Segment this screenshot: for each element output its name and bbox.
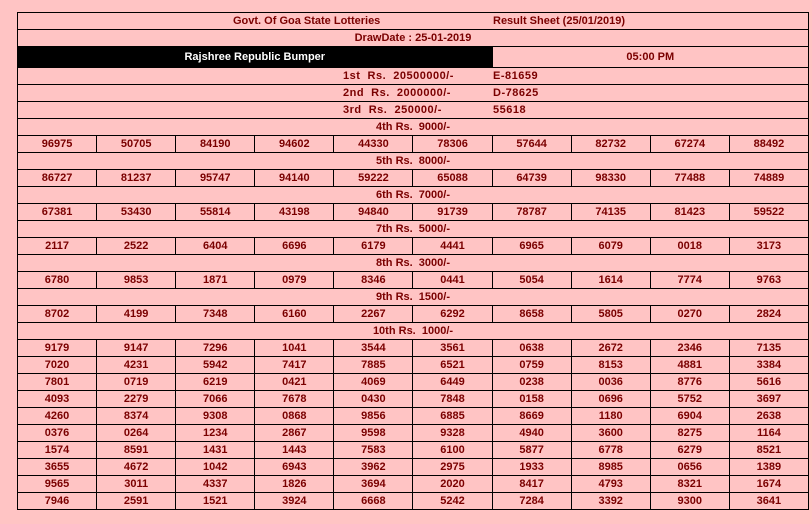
winning-number: 7678 <box>255 391 334 408</box>
winning-number: 8702 <box>18 306 97 323</box>
winning-number: 3544 <box>334 340 413 357</box>
winning-number: 9856 <box>334 408 413 425</box>
winning-number: 0441 <box>413 272 492 289</box>
winning-number: 2824 <box>729 306 808 323</box>
winning-number: 7284 <box>492 493 571 510</box>
winning-number: 4260 <box>18 408 97 425</box>
winning-number: 0270 <box>650 306 729 323</box>
winning-number: 6079 <box>571 238 650 255</box>
winning-number: 2638 <box>729 408 808 425</box>
prize-amount: Rs. 9000/- <box>395 121 450 133</box>
winning-number: 0868 <box>255 408 334 425</box>
winning-number: 0430 <box>334 391 413 408</box>
winning-number: 0018 <box>650 238 729 255</box>
draw-time: 05:00 PM <box>492 47 808 68</box>
prize-amount: Rs. 5000/- <box>395 223 450 235</box>
winning-number: 0696 <box>571 391 650 408</box>
winning-number: 1521 <box>176 493 255 510</box>
winning-number: 9763 <box>729 272 808 289</box>
winning-number: 4231 <box>97 357 176 374</box>
winning-number: 8669 <box>492 408 571 425</box>
number-row <box>18 170 809 187</box>
lottery-name: Rajshree Republic Bumper <box>18 47 493 68</box>
winning-number: 81423 <box>650 204 729 221</box>
winning-number: 8985 <box>571 459 650 476</box>
winning-number: 6943 <box>255 459 334 476</box>
winning-number: 8321 <box>650 476 729 493</box>
winning-number: 6778 <box>571 442 650 459</box>
winning-number: 5877 <box>492 442 571 459</box>
prize-label: 3rd Rs. 250000/- <box>343 104 442 116</box>
winning-number: 8521 <box>729 442 808 459</box>
winning-number: 77488 <box>650 170 729 187</box>
prize-header-row <box>18 255 809 272</box>
org-title: Govt. Of Goa State Lotteries <box>233 15 381 27</box>
winning-number: 0238 <box>492 374 571 391</box>
winning-number: 2522 <box>97 238 176 255</box>
winning-number: 9565 <box>18 476 97 493</box>
winning-number: 6279 <box>650 442 729 459</box>
prize-label: 2nd Rs. 2000000/- <box>343 87 451 99</box>
top-prize-row <box>18 85 809 102</box>
draw-date-row <box>18 30 809 47</box>
winning-number: 2672 <box>571 340 650 357</box>
winning-number: 86727 <box>18 170 97 187</box>
winning-number: 0158 <box>492 391 571 408</box>
prize-header-row <box>18 323 809 340</box>
prize-rank: 4th <box>376 121 393 133</box>
number-row <box>18 442 809 459</box>
winning-number: 8275 <box>650 425 729 442</box>
winning-number: 74135 <box>571 204 650 221</box>
prize-amount: Rs. 1500/- <box>395 291 450 303</box>
winning-number: 8374 <box>97 408 176 425</box>
winning-number: 0719 <box>97 374 176 391</box>
winning-number: 2867 <box>255 425 334 442</box>
winning-number: 6965 <box>492 238 571 255</box>
header-cell <box>18 13 809 30</box>
winning-number: 6160 <box>255 306 334 323</box>
winning-number: 95747 <box>176 170 255 187</box>
winning-number: 9147 <box>97 340 176 357</box>
prize-rank: 10th <box>372 325 396 337</box>
winning-number: 84190 <box>176 136 255 153</box>
winning-number: 1041 <box>255 340 334 357</box>
winning-number: 94602 <box>255 136 334 153</box>
winning-number: 1933 <box>492 459 571 476</box>
winning-number: 0421 <box>255 374 334 391</box>
winning-number: 57644 <box>492 136 571 153</box>
winning-number: 9853 <box>97 272 176 289</box>
winning-number: 7020 <box>18 357 97 374</box>
prize-rank: 7th <box>376 223 393 235</box>
winning-number: 67381 <box>18 204 97 221</box>
prize-header-row <box>18 289 809 306</box>
winning-number: 2267 <box>334 306 413 323</box>
winning-number: 0036 <box>571 374 650 391</box>
prize-header-cell <box>18 153 809 170</box>
number-row <box>18 306 809 323</box>
winning-number: 6904 <box>650 408 729 425</box>
winning-number: 59522 <box>729 204 808 221</box>
number-row <box>18 493 809 510</box>
winning-number: 1614 <box>571 272 650 289</box>
top-prize-row <box>18 102 809 119</box>
winning-number: 4793 <box>571 476 650 493</box>
winning-number: 6885 <box>413 408 492 425</box>
top-prize-cell <box>18 68 809 85</box>
winning-number: 3962 <box>334 459 413 476</box>
winning-number: 0759 <box>492 357 571 374</box>
winning-number: 2117 <box>18 238 97 255</box>
winning-number: 7348 <box>176 306 255 323</box>
prize-header-row <box>18 119 809 136</box>
winning-number: 2279 <box>97 391 176 408</box>
winning-number: E-81659 <box>493 70 539 82</box>
number-row <box>18 408 809 425</box>
winning-number: 1389 <box>729 459 808 476</box>
winning-number: 55618 <box>493 104 527 116</box>
number-row <box>18 204 809 221</box>
winning-number: 3561 <box>413 340 492 357</box>
sheet-title: Result Sheet (25/01/2019) <box>493 15 626 27</box>
prize-header-cell <box>18 323 809 340</box>
winning-number: 6449 <box>413 374 492 391</box>
prize-amount: Rs. 3000/- <box>395 257 450 269</box>
winning-number: 8153 <box>571 357 650 374</box>
winning-number: 3384 <box>729 357 808 374</box>
winning-number: 4069 <box>334 374 413 391</box>
winning-number: 82732 <box>571 136 650 153</box>
winning-number: 6292 <box>413 306 492 323</box>
winning-number: 6179 <box>334 238 413 255</box>
winning-number: 8417 <box>492 476 571 493</box>
winning-number: 5805 <box>571 306 650 323</box>
number-row <box>18 476 809 493</box>
top-prize-cell <box>18 102 809 119</box>
winning-number: 2346 <box>650 340 729 357</box>
winning-number: 4199 <box>97 306 176 323</box>
prize-amount: Rs. 8000/- <box>395 155 450 167</box>
prize-amount: Rs. 7000/- <box>395 189 450 201</box>
winning-number: 0376 <box>18 425 97 442</box>
winning-number: 6219 <box>176 374 255 391</box>
winning-number: 6404 <box>176 238 255 255</box>
winning-number: 4940 <box>492 425 571 442</box>
winning-number: 64739 <box>492 170 571 187</box>
winning-number: 94840 <box>334 204 413 221</box>
winning-number: 53430 <box>97 204 176 221</box>
winning-number: 5616 <box>729 374 808 391</box>
result-sheet-table <box>17 12 809 510</box>
winning-number: 4672 <box>97 459 176 476</box>
prize-header-cell <box>18 221 809 238</box>
number-row <box>18 459 809 476</box>
winning-number: 88492 <box>729 136 808 153</box>
winning-number: 78787 <box>492 204 571 221</box>
winning-number: 7801 <box>18 374 97 391</box>
prize-header-row <box>18 153 809 170</box>
winning-number: 1234 <box>176 425 255 442</box>
winning-number: 9598 <box>334 425 413 442</box>
winning-number: 96975 <box>18 136 97 153</box>
winning-number: 2020 <box>413 476 492 493</box>
result-sheet-body <box>18 13 809 510</box>
number-row <box>18 357 809 374</box>
winning-number: 81237 <box>97 170 176 187</box>
winning-number: D-78625 <box>493 87 539 99</box>
winning-number: 7583 <box>334 442 413 459</box>
number-row <box>18 272 809 289</box>
winning-number: 9179 <box>18 340 97 357</box>
winning-number: 43198 <box>255 204 334 221</box>
winning-number: 5942 <box>176 357 255 374</box>
winning-number: 7296 <box>176 340 255 357</box>
winning-number: 4881 <box>650 357 729 374</box>
number-row <box>18 391 809 408</box>
winning-number: 1180 <box>571 408 650 425</box>
prize-header-row <box>18 221 809 238</box>
winning-number: 1164 <box>729 425 808 442</box>
winning-number: 3600 <box>571 425 650 442</box>
prize-rank: 8th <box>376 257 393 269</box>
winning-number: 5242 <box>413 493 492 510</box>
winning-number: 5054 <box>492 272 571 289</box>
number-row <box>18 136 809 153</box>
prize-label: 1st Rs. 20500000/- <box>343 70 454 82</box>
winning-number: 8658 <box>492 306 571 323</box>
winning-number: 7885 <box>334 357 413 374</box>
winning-number: 8591 <box>97 442 176 459</box>
prize-header-cell <box>18 187 809 204</box>
winning-number: 8346 <box>334 272 413 289</box>
winning-number: 0979 <box>255 272 334 289</box>
winning-number: 2975 <box>413 459 492 476</box>
winning-number: 3392 <box>571 493 650 510</box>
winning-number: 6780 <box>18 272 97 289</box>
prize-rank: 6th <box>376 189 393 201</box>
winning-number: 3694 <box>334 476 413 493</box>
top-prize-row <box>18 68 809 85</box>
winning-number: 1871 <box>176 272 255 289</box>
winning-number: 7135 <box>729 340 808 357</box>
winning-number: 8776 <box>650 374 729 391</box>
winning-number: 4337 <box>176 476 255 493</box>
winning-number: 55814 <box>176 204 255 221</box>
winning-number: 9300 <box>650 493 729 510</box>
winning-number: 3011 <box>97 476 176 493</box>
winning-number: 0638 <box>492 340 571 357</box>
winning-number: 7774 <box>650 272 729 289</box>
prize-header-cell <box>18 255 809 272</box>
winning-number: 6668 <box>334 493 413 510</box>
winning-number: 2591 <box>97 493 176 510</box>
number-row <box>18 238 809 255</box>
winning-number: 7417 <box>255 357 334 374</box>
winning-number: 3697 <box>729 391 808 408</box>
winning-number: 50705 <box>97 136 176 153</box>
prize-amount: Rs. 1000/- <box>398 325 454 337</box>
winning-number: 1042 <box>176 459 255 476</box>
winning-number: 7848 <box>413 391 492 408</box>
winning-number: 7946 <box>18 493 97 510</box>
winning-number: 9328 <box>413 425 492 442</box>
winning-number: 1431 <box>176 442 255 459</box>
winning-number: 74889 <box>729 170 808 187</box>
winning-number: 44330 <box>334 136 413 153</box>
winning-number: 1674 <box>729 476 808 493</box>
winning-number: 6521 <box>413 357 492 374</box>
winning-number: 9308 <box>176 408 255 425</box>
winning-number: 67274 <box>650 136 729 153</box>
winning-number: 3173 <box>729 238 808 255</box>
winning-number: 3655 <box>18 459 97 476</box>
prize-header-row <box>18 187 809 204</box>
winning-number: 98330 <box>571 170 650 187</box>
winning-number: 0656 <box>650 459 729 476</box>
winning-number: 91739 <box>413 204 492 221</box>
winning-number: 5752 <box>650 391 729 408</box>
prize-rank: 5th <box>376 155 393 167</box>
lottery-title-row <box>18 47 809 68</box>
header-row <box>18 13 809 30</box>
prize-header-cell <box>18 119 809 136</box>
number-row <box>18 425 809 442</box>
prize-rank: 9th <box>376 291 393 303</box>
draw-date: DrawDate : 25-01-2019 <box>18 30 809 47</box>
number-row <box>18 374 809 391</box>
winning-number: 1826 <box>255 476 334 493</box>
winning-number: 0264 <box>97 425 176 442</box>
winning-number: 4441 <box>413 238 492 255</box>
top-prize-cell <box>18 85 809 102</box>
number-row <box>18 340 809 357</box>
winning-number: 6100 <box>413 442 492 459</box>
winning-number: 3924 <box>255 493 334 510</box>
winning-number: 7066 <box>176 391 255 408</box>
winning-number: 1574 <box>18 442 97 459</box>
winning-number: 78306 <box>413 136 492 153</box>
prize-header-cell <box>18 289 809 306</box>
winning-number: 3641 <box>729 493 808 510</box>
winning-number: 1443 <box>255 442 334 459</box>
winning-number: 6696 <box>255 238 334 255</box>
winning-number: 59222 <box>334 170 413 187</box>
winning-number: 94140 <box>255 170 334 187</box>
winning-number: 4093 <box>18 391 97 408</box>
winning-number: 65088 <box>413 170 492 187</box>
